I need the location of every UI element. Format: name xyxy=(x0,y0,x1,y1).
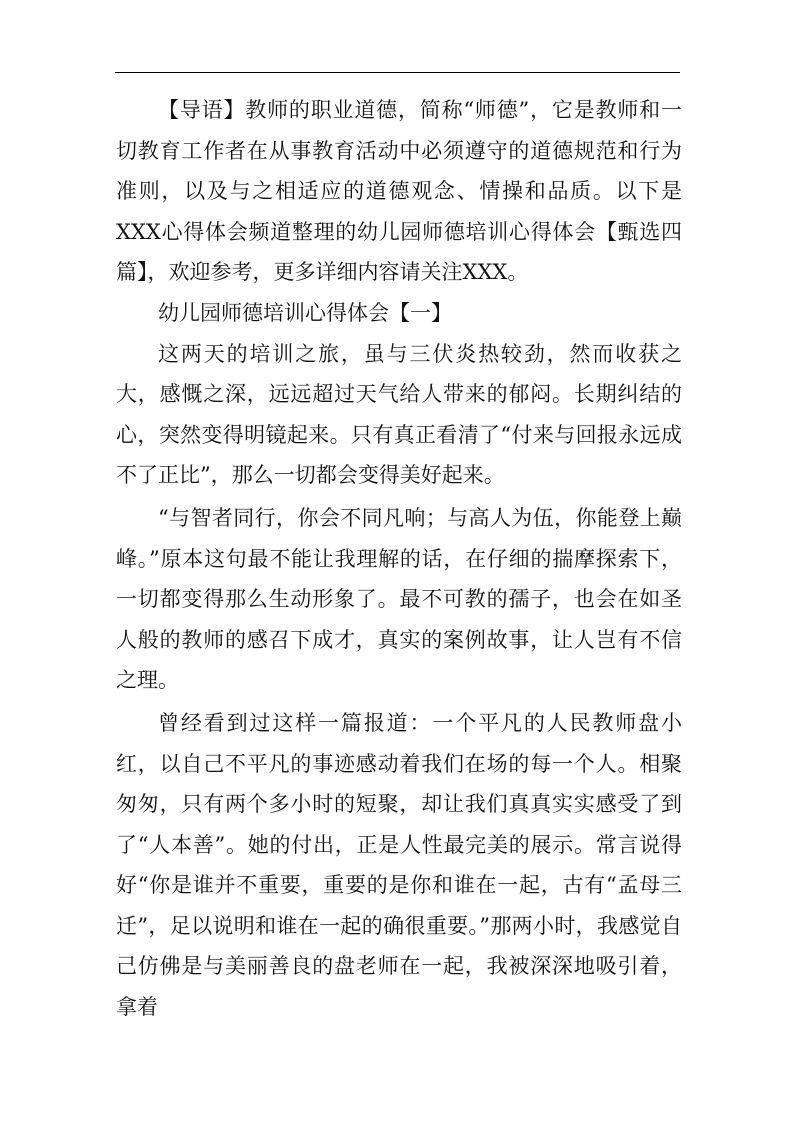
document-body xyxy=(116,90,682,1028)
header-rule xyxy=(115,72,680,73)
section-heading: 幼儿园师德培训心得体会【一】 xyxy=(158,300,452,325)
body-paragraph: 这两天的培训之旅，虽与三伏炎热较劲，然而收获之大，感慨之深，远远超过天气给人带来的郁闷。长期纠结的心，突然变得明镜起来。只有真正看清了“付来与回报永远成不了正比”，那么一切都会变得美好起来。 xyxy=(116,341,682,488)
body-paragraph: “与智者同行，你会不同凡响；与高人为伍，你能登上巅峰。”原本这句最不能让我理解的话，在仔细的揣摩探索下，一切都变得那么生动形象了。最不可教的孺子，也会在如圣人般的教师的感召下成才，真实的案例故事，让人岂有不信之理。 xyxy=(116,505,682,693)
intro-paragraph: 【导语】教师的职业道德，简称“师德”，它是教师和一切教育工作者在从事教育活动中必须遵守的道德规范和行为准则，以及与之相适应的道德观念、情操和品质。以下是XXX心得体会频道整理的幼儿园师德培训心得体会【甄选四篇】，欢迎参考，更多详细内容请关注XXX。 xyxy=(116,98,682,285)
body-paragraph: 曾经看到过这样一篇报道：一个平凡的人民教师盘小红，以自己不平凡的事迹感动着我们在场的每一个人。相聚匆匆，只有两个多小时的短聚，却让我们真真实实感受了到了“人本善”。她的付出，正是人性最完美的展示。常言说得好“你是谁并不重要，重要的是你和谁在一起，古有“孟母三迁”，足以说明和谁在一起的确很重要。”那两小时，我感觉自己仿佛是与美丽善良的盘老师在一起，我被深深地吸引着，拿着 xyxy=(116,710,682,1020)
